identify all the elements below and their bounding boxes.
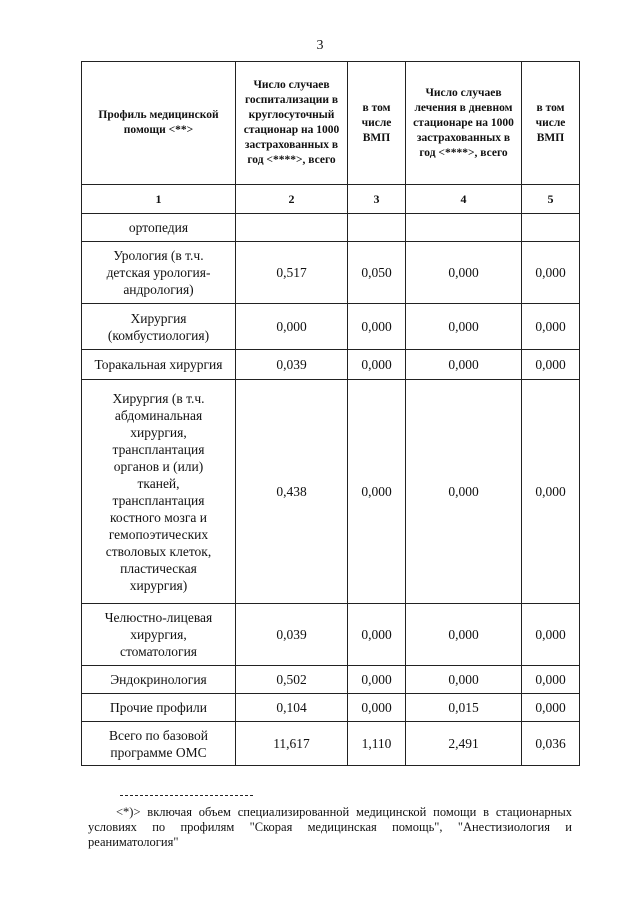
value-cell	[522, 214, 580, 242]
column-number: 2	[236, 185, 348, 214]
value-cell: 0,000	[522, 380, 580, 604]
value-cell: 0,000	[522, 304, 580, 350]
table-row	[82, 380, 580, 604]
table-row	[82, 350, 580, 380]
column-number: 1	[82, 185, 236, 214]
value-cell: 0,438	[236, 380, 348, 604]
page-number: 3	[316, 38, 324, 53]
hospitalization-table	[81, 61, 580, 766]
value-cell: 0,000	[522, 666, 580, 694]
value-cell: 0,000	[522, 604, 580, 666]
profile-cell: Торакальная хирургия	[82, 350, 236, 380]
header-profile: Профиль медицинской помощи <**>	[82, 62, 236, 185]
value-cell: 0,000	[348, 304, 406, 350]
value-cell: 0,000	[348, 694, 406, 722]
value-cell: 0,000	[522, 242, 580, 304]
value-cell: 2,491	[406, 722, 522, 766]
table-row	[82, 604, 580, 666]
value-cell: 0,000	[236, 304, 348, 350]
value-cell: 0,000	[406, 242, 522, 304]
header-row	[82, 62, 580, 185]
value-cell: 11,617	[236, 722, 348, 766]
profile-cell: Всего по базовой программе ОМС	[82, 722, 236, 766]
value-cell: 0,000	[406, 380, 522, 604]
profile-cell: Хирургия (в т.ч. абдоминальная хирургия, трансплантация органов и (или) тканей, трансплантация костного мозга и гемопоэтических стволовых клеток, пластическая хирургия)	[82, 380, 236, 604]
value-cell: 0,517	[236, 242, 348, 304]
value-cell: 0,104	[236, 694, 348, 722]
table-row	[82, 242, 580, 304]
value-cell: 0,000	[406, 666, 522, 694]
column-number: 4	[406, 185, 522, 214]
value-cell: 0,502	[236, 666, 348, 694]
column-number: 3	[348, 185, 406, 214]
value-cell: 0,000	[348, 666, 406, 694]
column-number-row	[82, 185, 580, 214]
footnote-separator	[120, 795, 253, 796]
column-number: 5	[522, 185, 580, 214]
value-cell: 0,000	[406, 350, 522, 380]
profile-cell: ортопедия	[82, 214, 236, 242]
value-cell: 0,000	[522, 350, 580, 380]
header-round-the-clock-total: Число случаев госпитализации в круглосуточный стационар на 1000 застрахованных в год <****>, всего	[236, 62, 348, 185]
table-row	[82, 666, 580, 694]
profile-cell: Хирургия (комбустиология)	[82, 304, 236, 350]
table-row	[82, 214, 580, 242]
value-cell: 0,000	[406, 604, 522, 666]
value-cell: 0,000	[406, 304, 522, 350]
value-cell: 0,039	[236, 604, 348, 666]
value-cell: 0,036	[522, 722, 580, 766]
header-day-hospital-vmp: в том числе ВМП	[522, 62, 580, 185]
profile-cell: Урология (в т.ч. детская урология- андрология)	[82, 242, 236, 304]
profile-cell: Челюстно-лицевая хирургия, стоматология	[82, 604, 236, 666]
value-cell	[348, 214, 406, 242]
value-cell	[236, 214, 348, 242]
profile-cell: Эндокринология	[82, 666, 236, 694]
value-cell: 0,050	[348, 242, 406, 304]
value-cell: 0,000	[348, 380, 406, 604]
value-cell: 0,039	[236, 350, 348, 380]
value-cell: 1,110	[348, 722, 406, 766]
value-cell: 0,015	[406, 694, 522, 722]
table-row	[82, 694, 580, 722]
profile-cell: Прочие профили	[82, 694, 236, 722]
table-row	[82, 722, 580, 766]
value-cell: 0,000	[348, 350, 406, 380]
header-day-hospital-total: Число случаев лечения в дневном стационаре на 1000 застрахованных в год <****>, всего	[406, 62, 522, 185]
value-cell	[406, 214, 522, 242]
table-row	[82, 304, 580, 350]
footnote: <*)> включая объем специализированной медицинской помощи в стационарных условиях по профилям "Скорая медицинская помощь", "Анестизиология и реаниматология"	[88, 805, 572, 849]
header-round-the-clock-vmp: в том числе ВМП	[348, 62, 406, 185]
value-cell: 0,000	[348, 604, 406, 666]
value-cell: 0,000	[522, 694, 580, 722]
